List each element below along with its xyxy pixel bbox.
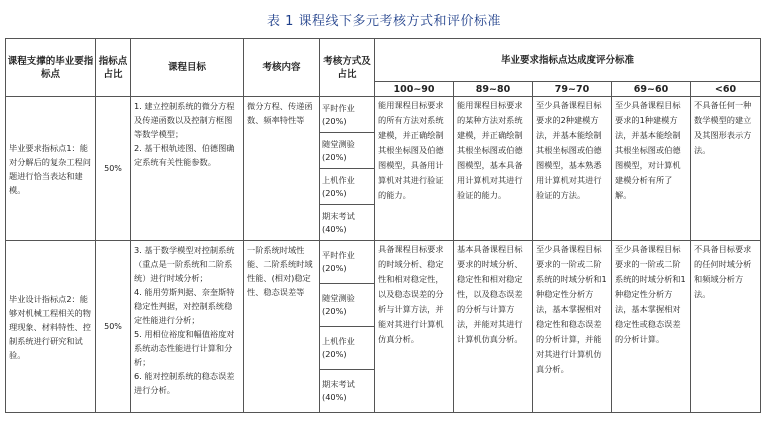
content-cell: 一阶系统时域性能、二阶系统时域性能、(相对)稳定性、稳态误差等	[244, 241, 320, 413]
grade-band-header: <60	[691, 82, 761, 97]
method-pct: (20%)	[322, 349, 347, 359]
goal-text: 1. 建立控制系统的微分方程及传递函数以及控制方框图等数学模型； 2. 基于根轨迹图、伯德图确定系统有关性能参数。	[134, 101, 235, 167]
goal-cell	[131, 97, 244, 241]
standard-cell: 至少具备课程目标要求的2种建模方法，并基本能绘制其根坐标图或伯德图模型，基本熟悉用计算机对其进行验证的方法。	[533, 97, 612, 241]
method-pct: (20%)	[322, 151, 347, 162]
grade-band-header: 69~60	[612, 82, 691, 97]
method-cell	[320, 327, 375, 370]
indicator-cell: 毕业设计指标点2：能够对机械工程相关的物理现象、材料特性、控制系统进行研究和试验。	[6, 241, 96, 413]
weight-cell: 50%	[96, 97, 131, 241]
method-pct: (20%)	[322, 187, 347, 198]
method-name: 平时作业	[322, 250, 355, 260]
method-name: 随堂测验	[322, 293, 355, 303]
standard-cell: 具备课程目标要求的时域分析、稳定性和相对稳定性，以及稳态误差的分析与计算方法，并能对其进行计算机仿真分析。	[375, 241, 454, 413]
standard-cell: 不具备目标要求的任何时域分析和频域分析方法。	[691, 241, 761, 413]
standard-cell: 不具备任何一种数学模型的建立及其图形表示方法。	[691, 97, 761, 241]
content-cell: 微分方程、传递函数、频率特性等	[244, 97, 320, 241]
grade-band-header: 79~70	[533, 82, 612, 97]
method-cell	[320, 241, 375, 284]
method-cell	[320, 97, 375, 133]
method-cell	[320, 205, 375, 241]
header-goal: 课程目标	[131, 39, 244, 97]
goal-text: 3. 基于数学模型对控制系统（重点是一阶系统和二阶系统）进行时域分析； 4. 能用劳斯判据、奈奎斯特稳定性判据，对控制系统稳定性能进行分析； 5. 用相位裕度和幅值裕度对系统动态性能进行计算和分析； 6. 能对控制系统的稳态误差进行分析。	[134, 245, 235, 395]
method-name: 平时作业	[322, 102, 355, 113]
header-indicator: 课程支撑的毕业要指标点	[6, 39, 96, 97]
method-pct: (40%)	[322, 223, 347, 234]
table-title: 表 1 课程线下多元考核方式和评价标准	[266, 14, 502, 29]
method-pct: (20%)	[322, 263, 347, 273]
method-cell	[320, 169, 375, 205]
method-name: 随堂测验	[322, 138, 355, 149]
weight-cell: 50%	[96, 241, 131, 413]
method-cell	[320, 284, 375, 327]
method-name: 上机作业	[322, 336, 355, 346]
grade-band-header: 100~90	[375, 82, 454, 97]
assessment-table	[5, 38, 761, 413]
method-pct: (20%)	[322, 306, 347, 316]
method-name: 期末考试	[322, 379, 355, 389]
standard-cell: 至少具备课程目标要求的一阶或二阶系统的时域分析和1种稳定性分析方法，基本掌握相对稳定性和稳态误差的分析计算，并能对其进行计算机仿真分析。	[533, 241, 612, 413]
header-standard: 毕业要求指标点达成度评分标准	[375, 39, 761, 82]
standard-cell: 至少具备课程目标要求的一阶或二阶系统的时域分析和1种稳定性分析方法，基本掌握相对稳定性或稳态误差的分析计算。	[612, 241, 691, 413]
method-name: 期末考试	[322, 210, 355, 221]
method-cell	[320, 370, 375, 413]
standard-cell: 基本具备课程目标要求的时域分析、稳定性和相对稳定性，以及稳态误差的分析与计算方法，并能对其进行计算机仿真分析。	[454, 241, 533, 413]
goal-cell	[131, 241, 244, 413]
standard-cell: 能用课程目标要求的某种方法对系统建模，并正确绘制其根坐标图或伯德图模型，基本具备用计算机对其进行验证的能力。	[454, 97, 533, 241]
method-name: 上机作业	[322, 174, 355, 185]
method-pct: (40%)	[322, 392, 347, 402]
header-method: 考核方式及占比	[320, 39, 375, 97]
header-weight: 指标点占比	[96, 39, 131, 97]
header-content: 考核内容	[244, 39, 320, 97]
method-cell	[320, 133, 375, 169]
standard-cell: 能用课程目标要求的所有方法对系统建模，并正确绘制其根坐标图及伯德图模型，具备用计算机对其进行验证的能力。	[375, 97, 454, 241]
method-pct: (20%)	[322, 115, 347, 126]
indicator-cell: 毕业要求指标点1：能对分解后的复杂工程问题进行恰当表达和建模。	[6, 97, 96, 241]
standard-cell: 至少具备课程目标要求的1种建模方法，并基本能绘制其根坐标图或伯德图模型，对计算机建模分析有所了解。	[612, 97, 691, 241]
grade-band-header: 89~80	[454, 82, 533, 97]
